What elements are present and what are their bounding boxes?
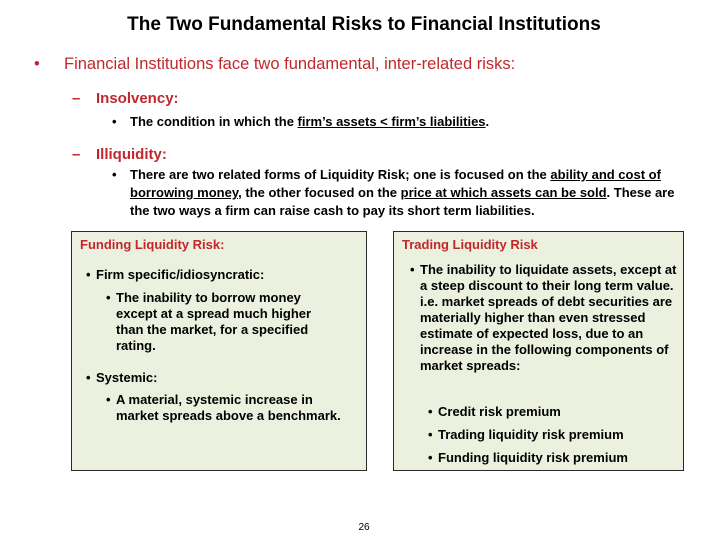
funding-item-text: Systemic: [96, 370, 158, 385]
insolvency-label: Insolvency: [96, 90, 179, 107]
illiquidity-part2: the other focused on the [241, 185, 401, 200]
illiquidity-underlined-2: price at which assets can be sold [400, 185, 607, 200]
illiquidity-definition-text [130, 166, 690, 220]
bullet-marker: • [106, 392, 111, 407]
trading-liquidity-box [393, 231, 684, 471]
bullet-marker: • [410, 262, 415, 277]
main-bullet-text: Financial Institutions face two fundamental, inter-related risks: [64, 55, 516, 73]
dash-marker: – [72, 146, 81, 163]
bullet-marker: • [428, 404, 433, 419]
bullet-marker: • [112, 114, 117, 129]
funding-item-text: The inability to borrow money except at a spread much higher than the market, for a specified rating. [116, 290, 312, 353]
insolvency-suffix: . [485, 114, 490, 129]
funding-box-title: Funding Liquidity Risk: [80, 237, 225, 252]
insolvency-prefix: The condition in which the [130, 114, 298, 129]
trading-item-text: The inability to liquidate assets, except at a steep discount to their long term value. i.e. market spreads of debt securities are materially higher than even stressed estimate of expected loss, due to an increase in the following components of market spreads: [420, 262, 677, 373]
funding-item-text: A material, systemic increase in market spreads above a benchmark. [116, 392, 341, 423]
bullet-marker: • [112, 167, 117, 182]
bullet-marker: • [428, 450, 433, 465]
bullet-marker: • [34, 55, 40, 73]
bullet-marker: • [86, 370, 91, 385]
page-number: 26 [358, 522, 370, 533]
bullet-marker: • [106, 290, 111, 305]
illiquidity-underlined-1: ability and cost of borrowing money, [130, 167, 661, 200]
bullet-marker: • [428, 427, 433, 442]
bullet-marker: • [86, 267, 91, 282]
trading-item-text: Trading liquidity risk premium [438, 427, 624, 442]
trading-item-text: Credit risk premium [438, 404, 561, 419]
illiquidity-part1: There are two related forms of Liquidity Risk; one is focused on the [130, 167, 551, 182]
funding-item-text: Firm specific/idiosyncratic: [96, 267, 265, 282]
slide-title: The Two Fundamental Risks to Financial Institutions [127, 14, 601, 35]
funding-liquidity-box [71, 231, 367, 471]
trading-box-title: Trading Liquidity Risk [402, 237, 538, 252]
trading-item-text: Funding liquidity risk premium [438, 450, 628, 465]
insolvency-definition-text [130, 113, 489, 131]
illiquidity-label: Illiquidity: [96, 146, 167, 163]
dash-marker: – [72, 90, 81, 107]
illiquidity-part3: . These are the two ways a firm can raise cash to pay its short term liabilities. [130, 185, 675, 218]
insolvency-underlined: firm’s assets < firm’s liabilities [297, 114, 486, 129]
